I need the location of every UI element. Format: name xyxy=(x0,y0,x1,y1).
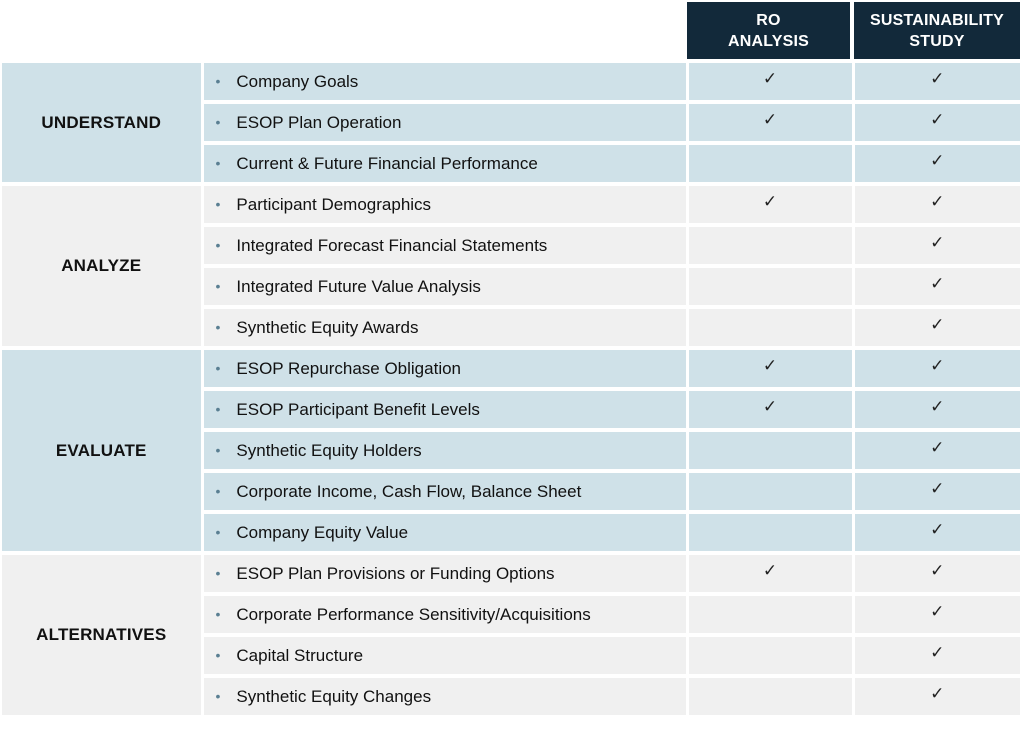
item-cell xyxy=(202,348,687,389)
sustainability-study-cell xyxy=(853,471,1020,512)
item-cell xyxy=(202,63,687,102)
sustainability-study-cell xyxy=(853,143,1020,184)
checkmark-icon: ✓ xyxy=(930,314,945,334)
checkmark-icon: ✓ xyxy=(930,68,945,88)
item-label: Synthetic Equity Holders xyxy=(236,440,422,460)
ro-analysis-cell xyxy=(687,184,853,225)
checkmark-icon: ✓ xyxy=(930,191,945,211)
item-cell xyxy=(202,307,687,348)
ro-analysis-cell xyxy=(687,594,853,635)
ro-analysis-cell xyxy=(687,635,853,676)
ro-analysis-cell xyxy=(687,471,853,512)
comparison-table xyxy=(2,63,1020,719)
sustainability-study-cell xyxy=(853,63,1020,102)
sustainability-study-cell xyxy=(853,307,1020,348)
item-label: ESOP Participant Benefit Levels xyxy=(236,399,480,419)
ro-analysis-cell xyxy=(687,63,853,102)
table-row xyxy=(2,553,1020,594)
item-cell xyxy=(202,225,687,266)
item-label: Company Equity Value xyxy=(236,522,409,542)
table-row xyxy=(2,184,1020,225)
item-label: Company Goals xyxy=(236,71,359,91)
checkmark-icon: ✓ xyxy=(930,642,945,662)
sustainability-study-cell xyxy=(853,430,1020,471)
checkmark-icon: ✓ xyxy=(930,150,945,170)
item-label: Integrated Future Value Analysis xyxy=(236,276,481,296)
item-cell xyxy=(202,635,687,676)
column-header-ro-analysis xyxy=(687,2,850,59)
sustainability-study-cell xyxy=(853,184,1020,225)
checkmark-icon: ✓ xyxy=(762,355,778,375)
checkmark-icon: ✓ xyxy=(930,560,945,580)
ro-analysis-cell xyxy=(687,430,853,471)
bullet-icon: • xyxy=(215,482,221,499)
checkmark-icon: ✓ xyxy=(762,68,778,88)
bullet-icon: • xyxy=(215,441,221,458)
bullet-icon: • xyxy=(215,113,221,130)
checkmark-icon: ✓ xyxy=(930,232,945,252)
header-line: SUSTAINABILITY xyxy=(869,11,1005,29)
checkmark-icon: ✓ xyxy=(762,560,778,580)
item-label: Capital Structure xyxy=(236,645,364,665)
table-row xyxy=(2,348,1020,389)
checkmark-icon: ✓ xyxy=(762,396,778,416)
bullet-icon: • xyxy=(215,236,221,253)
item-label: Synthetic Equity Awards xyxy=(236,317,419,337)
item-label: Synthetic Equity Changes xyxy=(236,686,432,706)
bullet-icon: • xyxy=(215,195,221,212)
sustainability-study-cell xyxy=(853,389,1020,430)
table-row xyxy=(2,63,1020,102)
stage-label: EVALUATE xyxy=(2,348,202,553)
stage-label: ALTERNATIVES xyxy=(2,553,202,717)
stage-label: ANALYZE xyxy=(2,184,202,348)
checkmark-icon: ✓ xyxy=(930,478,945,498)
item-cell xyxy=(202,553,687,594)
checkmark-icon: ✓ xyxy=(930,109,945,129)
ro-analysis-cell xyxy=(687,676,853,717)
sustainability-study-cell xyxy=(853,225,1020,266)
stage-label: UNDERSTAND xyxy=(2,63,202,184)
item-cell xyxy=(202,594,687,635)
ro-analysis-cell xyxy=(687,266,853,307)
ro-analysis-cell xyxy=(687,348,853,389)
header-line: ANALYSIS xyxy=(727,32,810,50)
bullet-icon: • xyxy=(215,687,221,704)
checkmark-icon: ✓ xyxy=(930,601,945,621)
sustainability-study-cell xyxy=(853,102,1020,143)
item-cell xyxy=(202,676,687,717)
ro-analysis-cell xyxy=(687,102,853,143)
bullet-icon: • xyxy=(215,564,221,581)
item-label: Integrated Forecast Financial Statements xyxy=(236,235,548,255)
item-cell xyxy=(202,430,687,471)
checkmark-icon: ✓ xyxy=(930,683,945,703)
column-header-sustainability-study xyxy=(854,2,1020,59)
item-cell xyxy=(202,389,687,430)
ro-analysis-cell xyxy=(687,389,853,430)
checkmark-icon: ✓ xyxy=(762,109,778,129)
item-label: ESOP Plan Provisions or Funding Options xyxy=(236,563,555,583)
item-label: ESOP Repurchase Obligation xyxy=(236,358,462,378)
bullet-icon: • xyxy=(215,318,221,335)
bullet-icon: • xyxy=(215,72,221,89)
sustainability-study-cell xyxy=(853,553,1020,594)
checkmark-icon: ✓ xyxy=(930,437,945,457)
bullet-icon: • xyxy=(215,154,221,171)
sustainability-study-cell xyxy=(853,348,1020,389)
item-label: Participant Demographics xyxy=(236,194,432,214)
checkmark-icon: ✓ xyxy=(930,396,945,416)
checkmark-icon: ✓ xyxy=(930,273,945,293)
item-cell xyxy=(202,471,687,512)
item-label: Current & Future Financial Performance xyxy=(236,153,538,173)
header-line: RO xyxy=(756,11,781,29)
header-line: STUDY xyxy=(909,32,965,50)
sustainability-study-cell xyxy=(853,676,1020,717)
bullet-icon: • xyxy=(215,523,221,540)
ro-analysis-cell xyxy=(687,512,853,553)
item-cell xyxy=(202,512,687,553)
ro-analysis-cell xyxy=(687,225,853,266)
checkmark-icon: ✓ xyxy=(930,355,945,375)
sustainability-study-cell xyxy=(853,266,1020,307)
item-cell xyxy=(202,143,687,184)
bullet-icon: • xyxy=(215,277,221,294)
bullet-icon: • xyxy=(215,359,221,376)
item-label: Corporate Income, Cash Flow, Balance Sheet xyxy=(236,481,582,501)
bullet-icon: • xyxy=(215,605,221,622)
item-label: ESOP Plan Operation xyxy=(236,112,402,132)
checkmark-icon: ✓ xyxy=(930,519,945,539)
item-label: Corporate Performance Sensitivity/Acquisitions xyxy=(236,604,591,624)
bullet-icon: • xyxy=(215,646,221,663)
sustainability-study-cell xyxy=(853,594,1020,635)
item-cell xyxy=(202,266,687,307)
ro-analysis-cell xyxy=(687,143,853,184)
ro-analysis-cell xyxy=(687,307,853,348)
bullet-icon: • xyxy=(215,400,221,417)
item-cell xyxy=(202,184,687,225)
sustainability-study-cell xyxy=(853,512,1020,553)
item-cell xyxy=(202,102,687,143)
sustainability-study-cell xyxy=(853,635,1020,676)
ro-analysis-cell xyxy=(687,553,853,594)
checkmark-icon: ✓ xyxy=(762,191,778,211)
